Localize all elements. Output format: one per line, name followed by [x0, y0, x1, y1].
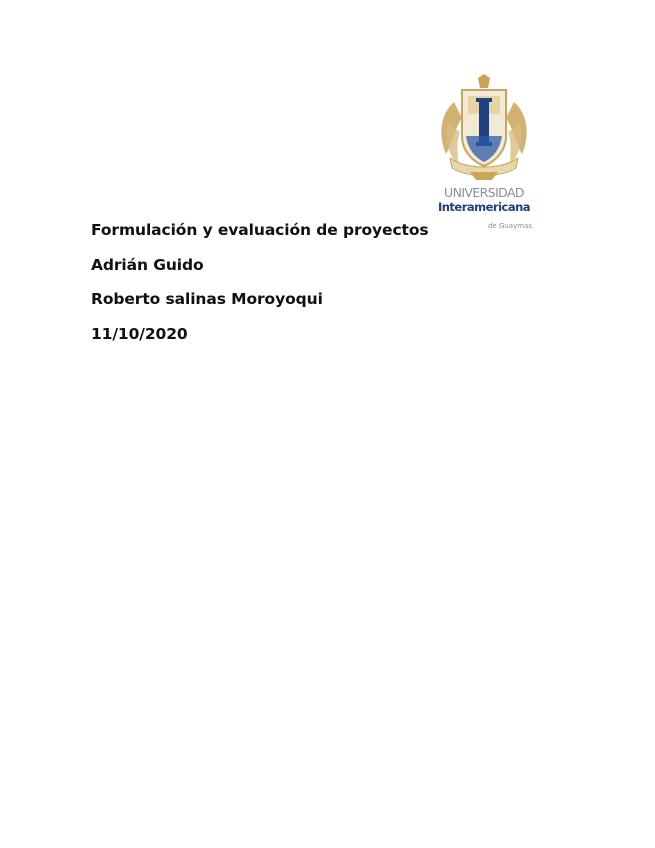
- teacher-name: Adrián Guido: [91, 255, 204, 274]
- university-crest-icon: [432, 74, 536, 234]
- cover-info: [91, 216, 511, 354]
- document-date: 11/10/2020: [91, 324, 188, 343]
- logo-line-interamericana: Interamericana: [437, 200, 531, 214]
- university-logo: [432, 74, 536, 234]
- subject-name: Formulación y evaluación de proyectos: [91, 221, 429, 239]
- student-name: Roberto salinas Moroyoqui: [91, 290, 323, 308]
- logo-line-de-guaymas: de Guaymas: [487, 222, 532, 230]
- logo-line-universidad: UNIVERSIDAD: [444, 185, 524, 200]
